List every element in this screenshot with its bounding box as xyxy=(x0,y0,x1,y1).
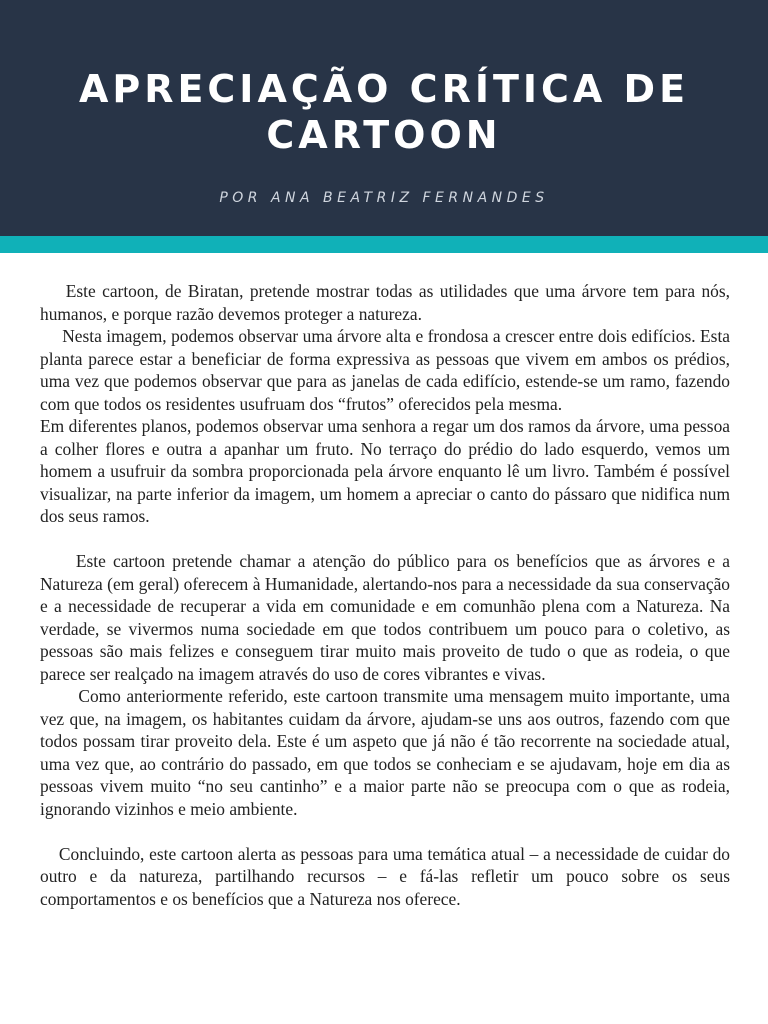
header-banner xyxy=(0,0,768,236)
paragraph-gap xyxy=(40,528,730,551)
paragraph-gap xyxy=(40,820,730,843)
paragraph-planes: Em diferentes planos, podemos observar uma senhora a regar um dos ramos da árvore, uma pessoa a colher flores e outra a apanhar um fruto. No terraço do prédio do lado esquerdo, vemos um homem a usufruir da sombra proporcionada pela árvore enquanto lê um livro. Também é possível visualizar, na parte inferior da imagem, um homem a apreciar o canto do pássaro que nidifica num dos seus ramos. xyxy=(40,416,730,526)
paragraph-intro: Este cartoon, de Biratan, pretende mostrar todas as utilidades que uma árvore tem para nós, humanos, e porque razão devemos proteger a natureza. xyxy=(40,281,730,324)
paragraph-purpose: Este cartoon pretende chamar a atenção do público para os benefícios que as árvores e a Natureza (em geral) oferecem à Humanidade, alertando-nos para a necessidade da sua conservação e a necessidade de recuperar a vida em comunidade e em comunhão plena com a Natureza. Na verdade, se vivermos numa sociedade em que todos contribuem um pouco para o coletivo, as pessoas são mais felizes e conseguem tirar muito mais proveito de tudo o que as rodeia, o que parece ser realçado na imagem através do uso de cores vibrantes e vivas. xyxy=(40,551,730,684)
title-line-2: CARTOON xyxy=(266,113,502,157)
paragraph-message: Como anteriormente referido, este cartoon transmite uma mensagem muito importante, uma vez que, na imagem, os habitantes cuidam da árvore, ajudam-se uns aos outros, fazendo com que todos possam tirar proveito dela. Este é um aspeto que já não é tão recorrente na sociedade atual, uma vez que, ao contrário do passado, em que todos se conheciam e se ajudavam, hoje em dia as pessoas vivem muito “no seu cantinho” e a maior parte não se preocupa com o que as rodeia, ignorando vizinhos e meio ambiente. xyxy=(40,686,730,819)
page-title xyxy=(0,66,768,158)
author-byline: POR ANA BEATRIZ FERNANDES xyxy=(219,190,549,206)
article-body xyxy=(40,280,730,910)
title-line-1: APRECIAÇÃO CRÍTICA DE xyxy=(78,67,690,111)
accent-band xyxy=(0,236,768,253)
paragraph-conclusion: Concluindo, este cartoon alerta as pessoas para uma temática atual – a necessidade de cuidar do outro e da natureza, partilhando recursos – e fá-las refletir um pouco sobre os seus comportamentos e os benefícios que a Natureza nos oferece. xyxy=(40,843,730,909)
paragraph-description: Nesta imagem, podemos observar uma árvore alta e frondosa a crescer entre dois edifícios. Esta planta parece estar a beneficiar de forma expressiva as pessoas que vivem em ambos os prédios, uma vez que podemos observar que para as janelas de cada edifício, estende-se um ramo, fazendo com que todos os residentes usufruam dos “frutos” oferecidos pela mesma. xyxy=(40,326,730,414)
